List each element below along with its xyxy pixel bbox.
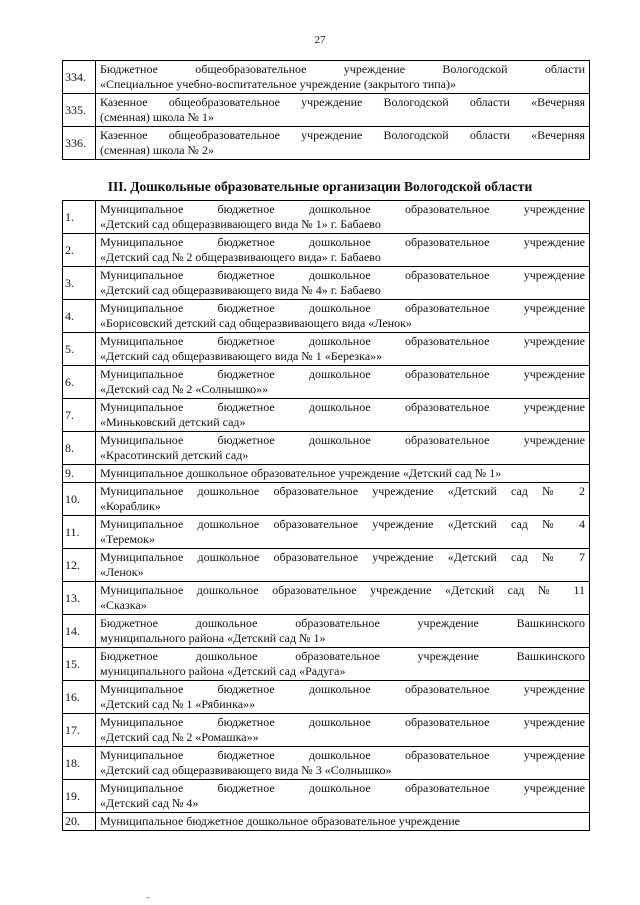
row-number: 3. bbox=[63, 267, 96, 300]
row-line-1: Муниципальное дошкольное образовательное учреждение «Детский сад № 2 bbox=[100, 484, 585, 498]
row-number: 18. bbox=[63, 747, 96, 780]
row-text bbox=[96, 714, 590, 747]
row-number: 13. bbox=[63, 582, 96, 615]
row-line-2: «Детский сад № 2 «Ромашка»» bbox=[100, 730, 259, 744]
row-number: 7. bbox=[63, 399, 96, 432]
top-table bbox=[62, 60, 590, 160]
table-row bbox=[63, 432, 590, 465]
row-line-2: «Детский сад № 2 «Солнышко»» bbox=[100, 382, 269, 396]
row-number: 336. bbox=[63, 127, 96, 160]
row-line-1: Муниципальное бюджетное дошкольное образовательное учреждение bbox=[100, 748, 585, 762]
row-line-2: (сменная) школа № 1» bbox=[100, 110, 214, 124]
page-number: 27 bbox=[314, 34, 326, 46]
table-row bbox=[63, 300, 590, 333]
section-title: III. Дошкольные образовательные организации Вологодской области bbox=[107, 179, 533, 194]
row-number: 20. bbox=[63, 813, 96, 831]
row-line-1: Муниципальное бюджетное дошкольное образовательное учреждение bbox=[100, 334, 585, 348]
row-text bbox=[96, 267, 590, 300]
table-row bbox=[63, 582, 590, 615]
row-line-1: Муниципальное бюджетное дошкольное образовательное учреждение bbox=[100, 715, 585, 729]
row-number: 14. bbox=[63, 615, 96, 648]
row-line-1: Бюджетное дошкольное образовательное учреждение Вашкинского bbox=[100, 616, 585, 630]
row-number: 335. bbox=[63, 94, 96, 127]
row-line-1: Казенное общеобразовательное учреждение Вологодской области «Вечерняя bbox=[100, 128, 585, 142]
row-text bbox=[96, 681, 590, 714]
row-number: 334. bbox=[63, 61, 96, 94]
row-line-1: Муниципальное бюджетное дошкольное образовательное учреждение bbox=[100, 367, 585, 381]
table-row bbox=[63, 516, 590, 549]
row-text bbox=[96, 61, 590, 94]
row-number: 12. bbox=[63, 549, 96, 582]
row-number: 5. bbox=[63, 333, 96, 366]
row-text bbox=[96, 366, 590, 399]
table-row bbox=[63, 201, 590, 234]
row-text bbox=[96, 747, 590, 780]
row-text bbox=[96, 516, 590, 549]
row-number: 8. bbox=[63, 432, 96, 465]
row-line-2: «Детский сад общеразвивающего вида № 3 «Солнышко» bbox=[100, 763, 392, 777]
row-line-2: муниципального района «Детский сад № 1» bbox=[100, 631, 326, 645]
table-row bbox=[63, 94, 590, 127]
row-line-2: «Детский сад общеразвивающего вида № 4» г. Бабаево bbox=[100, 283, 381, 297]
row-line-1: Муниципальное бюджетное дошкольное образовательное учреждение bbox=[100, 235, 585, 249]
row-line-1: Муниципальное дошкольное образовательное учреждение «Детский сад № 4 bbox=[100, 517, 585, 531]
row-line-2: «Ленок» bbox=[100, 565, 144, 579]
row-text bbox=[96, 813, 590, 831]
row-line-2: «Детский сад № 2 общеразвивающего вида» г. Бабаево bbox=[100, 250, 381, 264]
row-number: 11. bbox=[63, 516, 96, 549]
table-row bbox=[63, 747, 590, 780]
row-text bbox=[96, 780, 590, 813]
row-line-2: «Специальное учебно-воспитательное учреждение (закрытого типа)» bbox=[100, 77, 456, 91]
row-text bbox=[96, 234, 590, 267]
table-row bbox=[63, 549, 590, 582]
row-text bbox=[96, 432, 590, 465]
row-line-2: муниципального района «Детский сад «Радуга» bbox=[100, 664, 346, 678]
table-row bbox=[63, 234, 590, 267]
row-number: 4. bbox=[63, 300, 96, 333]
row-text bbox=[96, 399, 590, 432]
row-line-1: Казенное общеобразовательное учреждение Вологодской области «Вечерняя bbox=[100, 95, 585, 109]
row-number: 9. bbox=[63, 465, 96, 483]
table-row bbox=[63, 780, 590, 813]
row-text bbox=[96, 333, 590, 366]
row-number: 10. bbox=[63, 483, 96, 516]
table-row bbox=[63, 714, 590, 747]
row-text bbox=[96, 483, 590, 516]
row-line-2: «Детский сад № 4» bbox=[100, 796, 199, 810]
row-text bbox=[96, 127, 590, 160]
row-text bbox=[96, 615, 590, 648]
table-row bbox=[63, 267, 590, 300]
row-line-2: «Детский сад № 1 «Рябинка»» bbox=[100, 697, 256, 711]
row-number: 15. bbox=[63, 648, 96, 681]
row-line-2: «Сказка» bbox=[100, 598, 147, 612]
row-line-1: Бюджетное дошкольное образовательное учреждение Вашкинского bbox=[100, 649, 585, 663]
row-line-2: «Детский сад общеразвивающего вида № 1» г. Бабаево bbox=[100, 217, 381, 231]
row-number: 19. bbox=[63, 780, 96, 813]
row-text bbox=[96, 648, 590, 681]
row-number: 16. bbox=[63, 681, 96, 714]
row-number: 17. bbox=[63, 714, 96, 747]
table-row bbox=[63, 465, 590, 483]
row-line-1: Бюджетное общеобразовательное учреждение Вологодской области bbox=[100, 62, 585, 76]
preschool-table bbox=[62, 200, 590, 831]
table-row bbox=[63, 813, 590, 831]
table-row bbox=[63, 61, 590, 94]
row-line-2: «Кораблик» bbox=[100, 499, 161, 513]
row-number: 6. bbox=[63, 366, 96, 399]
row-line-2: «Борисовский детский сад общеразвивающего вида «Ленок» bbox=[100, 316, 412, 330]
row-line-1: Муниципальное бюджетное дошкольное образовательное учреждение bbox=[100, 301, 585, 315]
row-text bbox=[96, 201, 590, 234]
row-text bbox=[96, 94, 590, 127]
row-number: 1. bbox=[63, 201, 96, 234]
row-line-1: Муниципальное бюджетное дошкольное образовательное учреждение bbox=[100, 268, 585, 282]
row-line-1: Муниципальное бюджетное дошкольное образовательное учреждение bbox=[100, 202, 585, 216]
table-row bbox=[63, 483, 590, 516]
table-row bbox=[63, 333, 590, 366]
row-text bbox=[96, 300, 590, 333]
table-row bbox=[63, 681, 590, 714]
row-line-1: Муниципальное бюджетное дошкольное образовательное учреждение bbox=[100, 400, 585, 414]
row-line-1: Муниципальное бюджетное дошкольное образовательное учреждение bbox=[100, 682, 585, 696]
row-line-2: «Теремок» bbox=[100, 532, 155, 546]
footer-mark: – bbox=[146, 893, 151, 902]
row-text bbox=[96, 582, 590, 615]
row-line-2: «Миньковский детский сад» bbox=[100, 415, 246, 429]
table-row bbox=[63, 648, 590, 681]
row-line-1: Муниципальное дошкольное образовательное учреждение «Детский сад № 1» bbox=[100, 466, 502, 480]
table-row bbox=[63, 615, 590, 648]
row-line-1: Муниципальное бюджетное дошкольное образовательное учреждение bbox=[100, 781, 585, 795]
row-line-2: «Красотинский детский сад» bbox=[100, 448, 249, 462]
row-text bbox=[96, 465, 590, 483]
table-row bbox=[63, 127, 590, 160]
row-line-1: Муниципальное бюджетное дошкольное образовательное учреждение bbox=[100, 433, 585, 447]
row-text bbox=[96, 549, 590, 582]
row-number: 2. bbox=[63, 234, 96, 267]
table-row bbox=[63, 399, 590, 432]
row-line-2: «Детский сад общеразвивающего вида № 1 «Березка»» bbox=[100, 349, 383, 363]
row-line-1: Муниципальное бюджетное дошкольное образовательное учреждение bbox=[100, 814, 460, 828]
row-line-2: (сменная) школа № 2» bbox=[100, 143, 214, 157]
row-line-1: Муниципальное дошкольное образовательное учреждение «Детский сад № 11 bbox=[100, 583, 585, 597]
row-line-1: Муниципальное дошкольное образовательное учреждение «Детский сад № 7 bbox=[100, 550, 585, 564]
table-row bbox=[63, 366, 590, 399]
